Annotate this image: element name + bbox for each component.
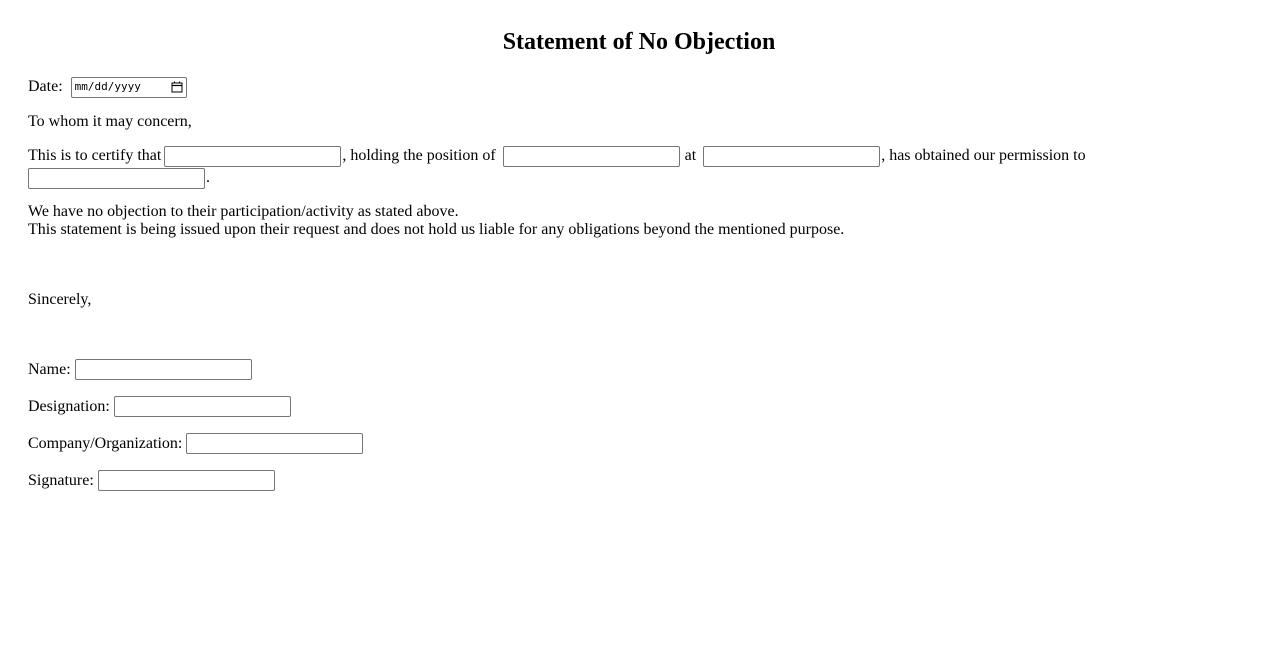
name-input[interactable]	[75, 359, 252, 380]
designation-row	[28, 396, 1250, 418]
greeting: To whom it may concern,	[28, 113, 192, 130]
position-input[interactable]	[503, 146, 680, 167]
signature-label: Signature:	[28, 471, 94, 489]
certify-text-4: , has obtained our permission to	[881, 147, 1086, 164]
designation-input[interactable]	[114, 396, 291, 417]
name-row	[28, 359, 1250, 381]
purpose-input[interactable]	[28, 168, 205, 189]
certify-text-1: This is to certify that	[28, 147, 162, 164]
organization-input[interactable]	[703, 146, 880, 167]
certify-text-3: at	[684, 147, 697, 164]
name-label: Name:	[28, 360, 71, 378]
designation-label: Designation:	[28, 397, 110, 415]
date-label: Date:	[28, 78, 63, 95]
page-title: Statement of No Objection	[502, 29, 776, 55]
certify-text-2: , holding the position of	[342, 147, 496, 164]
person-name-input[interactable]	[164, 146, 341, 167]
closing: Sincerely,	[28, 290, 92, 308]
objection-line-2: This statement is being issued upon their request and does not hold us liable for any obligations beyond the mentioned purpose.	[28, 220, 845, 238]
company-row	[28, 433, 1250, 455]
date-placeholder: mm/dd/yyyy	[74, 80, 141, 94]
company-input[interactable]	[186, 433, 363, 454]
objection-line-1: We have no objection to their participation/activity as stated above.	[28, 202, 459, 220]
calendar-icon[interactable]	[171, 81, 183, 93]
certify-text-5: .	[206, 168, 210, 186]
company-label: Company/Organization:	[28, 434, 183, 452]
signature-input[interactable]	[98, 470, 275, 491]
certify-paragraph	[28, 145, 1098, 189]
date-input[interactable]	[71, 77, 187, 98]
signature-row	[28, 470, 1250, 492]
date-row	[28, 76, 1250, 98]
objection-paragraph	[28, 203, 1250, 239]
